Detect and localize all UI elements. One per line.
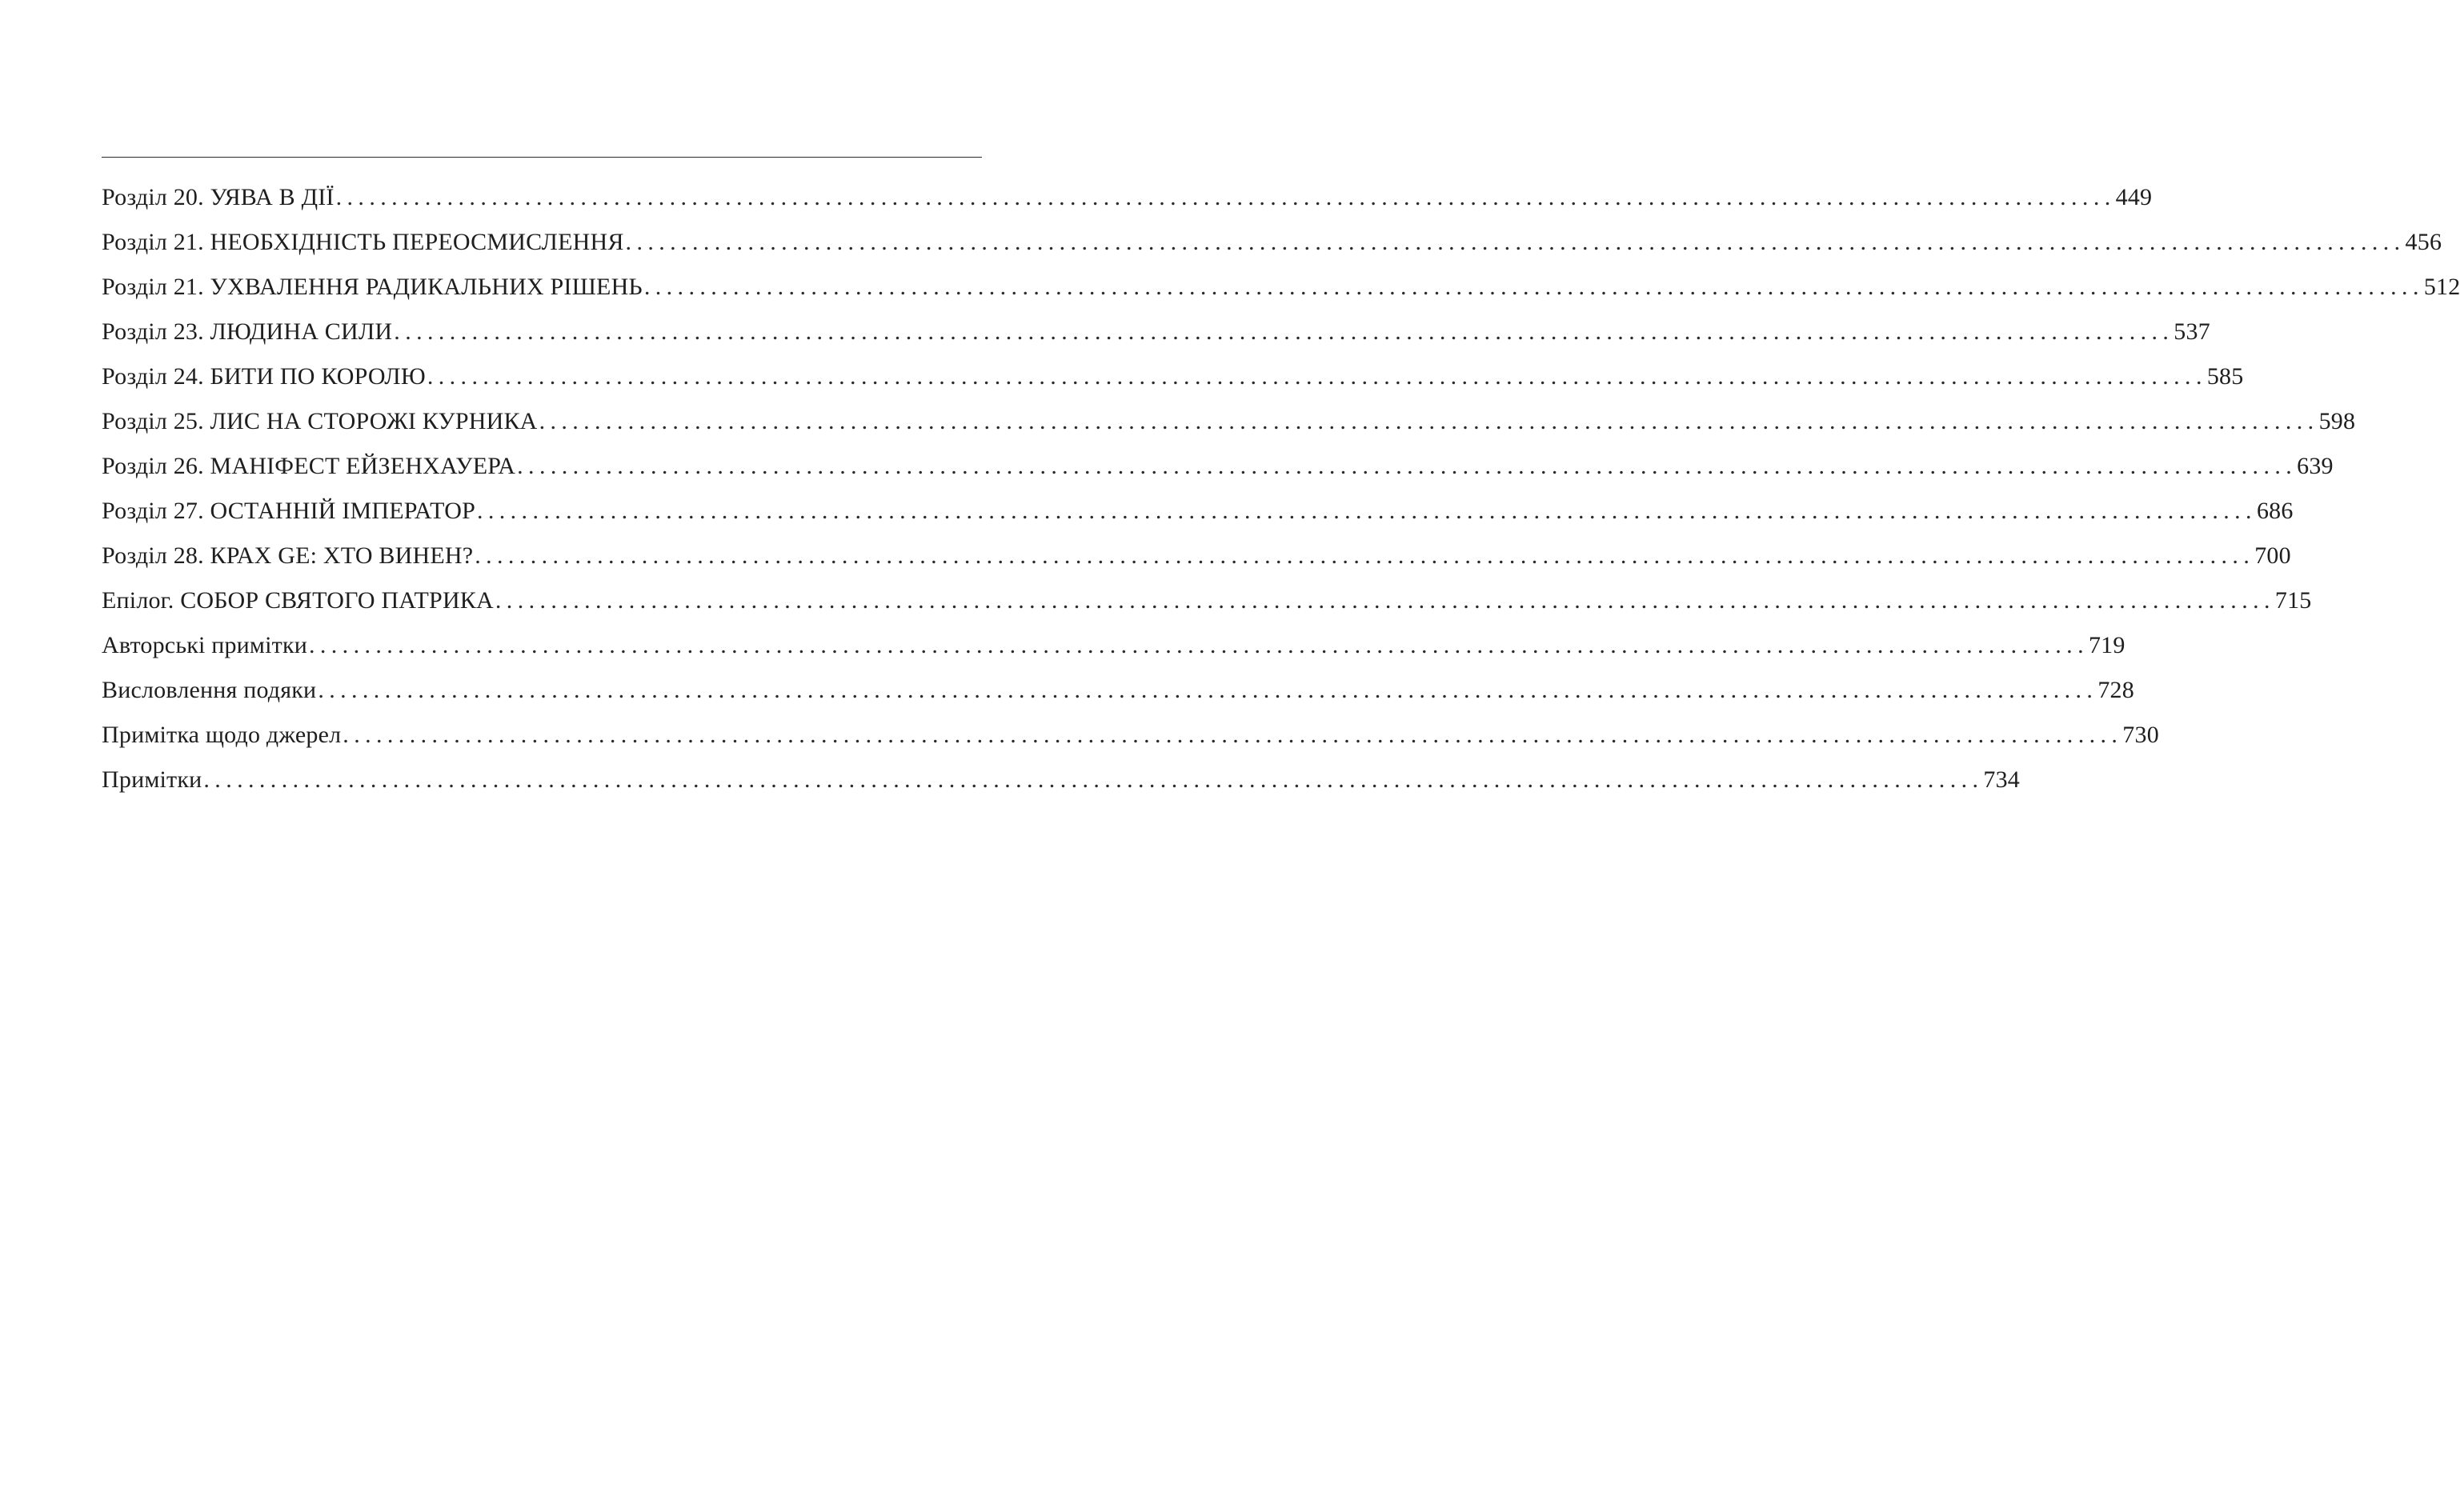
toc-entry	[102, 623, 2125, 668]
toc-leader-dots: ................................................................................................................................................................	[643, 274, 2424, 300]
toc-entry-page: 728	[2097, 677, 2134, 703]
toc-entry-page: 686	[2256, 498, 2294, 524]
toc-leader-dots: ................................................................................................................................................................	[318, 677, 2098, 703]
toc-entry-title: Розділ 25. ЛИС НА СТОРОЖІ КУРНИКА	[102, 408, 538, 434]
toc-entry-page: 512	[2423, 274, 2460, 300]
toc-entry	[102, 668, 2134, 713]
toc-leader-dots: ................................................................................................................................................................	[427, 363, 2207, 390]
toc-entry-page: 449	[2115, 184, 2153, 210]
toc-entry-page: 715	[2274, 587, 2312, 614]
toc-entry	[102, 220, 2442, 265]
toc-entry	[102, 534, 2291, 578]
toc-leader-dots: ................................................................................................................................................................	[539, 408, 2319, 434]
header-rule	[102, 157, 982, 158]
toc-entry	[102, 175, 2153, 220]
toc-leader-dots: ................................................................................................................................................................	[394, 318, 2174, 345]
toc-entry	[102, 758, 2020, 802]
toc-entry-page: 719	[2088, 632, 2125, 658]
toc-leader-dots: ................................................................................................................................................................	[625, 229, 2406, 255]
toc-leader-dots: ................................................................................................................................................................	[343, 722, 2123, 748]
toc-entry-page: 700	[2254, 542, 2291, 569]
toc-entry	[102, 713, 2159, 758]
toc-leader-dots: ................................................................................................................................................................	[475, 542, 2255, 569]
toc-entry-page: 456	[2405, 229, 2442, 255]
toc-entry-title: Розділ 20. УЯВА В ДІЇ	[102, 184, 335, 210]
toc-entry-page: 734	[1983, 766, 2020, 793]
toc-entry-page: 537	[2174, 318, 2210, 345]
toc-entry-title: Примітка щодо джерел	[102, 722, 342, 748]
toc-leader-dots: ................................................................................................................................................................	[203, 766, 1984, 793]
toc-entry	[102, 265, 2460, 310]
toc-leader-dots: ................................................................................................................................................................	[335, 184, 2116, 210]
toc-entry-title: Розділ 28. КРАХ GE: ХТО ВИНЕН?	[102, 542, 474, 569]
toc-entry	[102, 354, 2244, 399]
table-of-contents	[102, 175, 2460, 802]
toc-entry-page: 730	[2122, 722, 2159, 748]
toc-entry	[102, 489, 2294, 534]
toc-entry-title: Епілог. СОБОР СВЯТОГО ПАТРИКА	[102, 587, 494, 614]
toc-entry-page: 598	[2318, 408, 2356, 434]
toc-leader-dots: ................................................................................................................................................................	[308, 632, 2089, 658]
toc-entry-title: Примітки	[102, 766, 202, 793]
toc-entry	[102, 310, 2210, 354]
toc-leader-dots: ................................................................................................................................................................	[476, 498, 2257, 524]
toc-entry	[102, 444, 2334, 489]
toc-entry-title: Розділ 21. УХВАЛЕННЯ РАДИКАЛЬНИХ РІШЕНЬ	[102, 274, 643, 300]
toc-entry-title: Авторські примітки	[102, 632, 307, 658]
toc-entry	[102, 578, 2312, 623]
toc-leader-dots: ................................................................................................................................................................	[517, 453, 2298, 479]
toc-entry-title: Висловлення подяки	[102, 677, 317, 703]
toc-entry-title: Розділ 24. БИТИ ПО КОРОЛЮ	[102, 363, 426, 390]
toc-entry-title: Розділ 21. НЕОБХІДНІСТЬ ПЕРЕОСМИСЛЕННЯ	[102, 229, 624, 255]
toc-entry-title: Розділ 23. ЛЮДИНА СИЛИ	[102, 318, 393, 345]
toc-entry-title: Розділ 27. ОСТАННІЙ ІМПЕРАТОР	[102, 498, 475, 524]
toc-entry	[102, 399, 2356, 444]
toc-entry-page: 639	[2297, 453, 2334, 479]
toc-entry-page: 585	[2206, 363, 2244, 390]
toc-leader-dots: ................................................................................................................................................................	[495, 587, 2275, 614]
toc-entry-title: Розділ 26. МАНІФЕСТ ЕЙЗЕНХАУЕРА	[102, 453, 516, 479]
